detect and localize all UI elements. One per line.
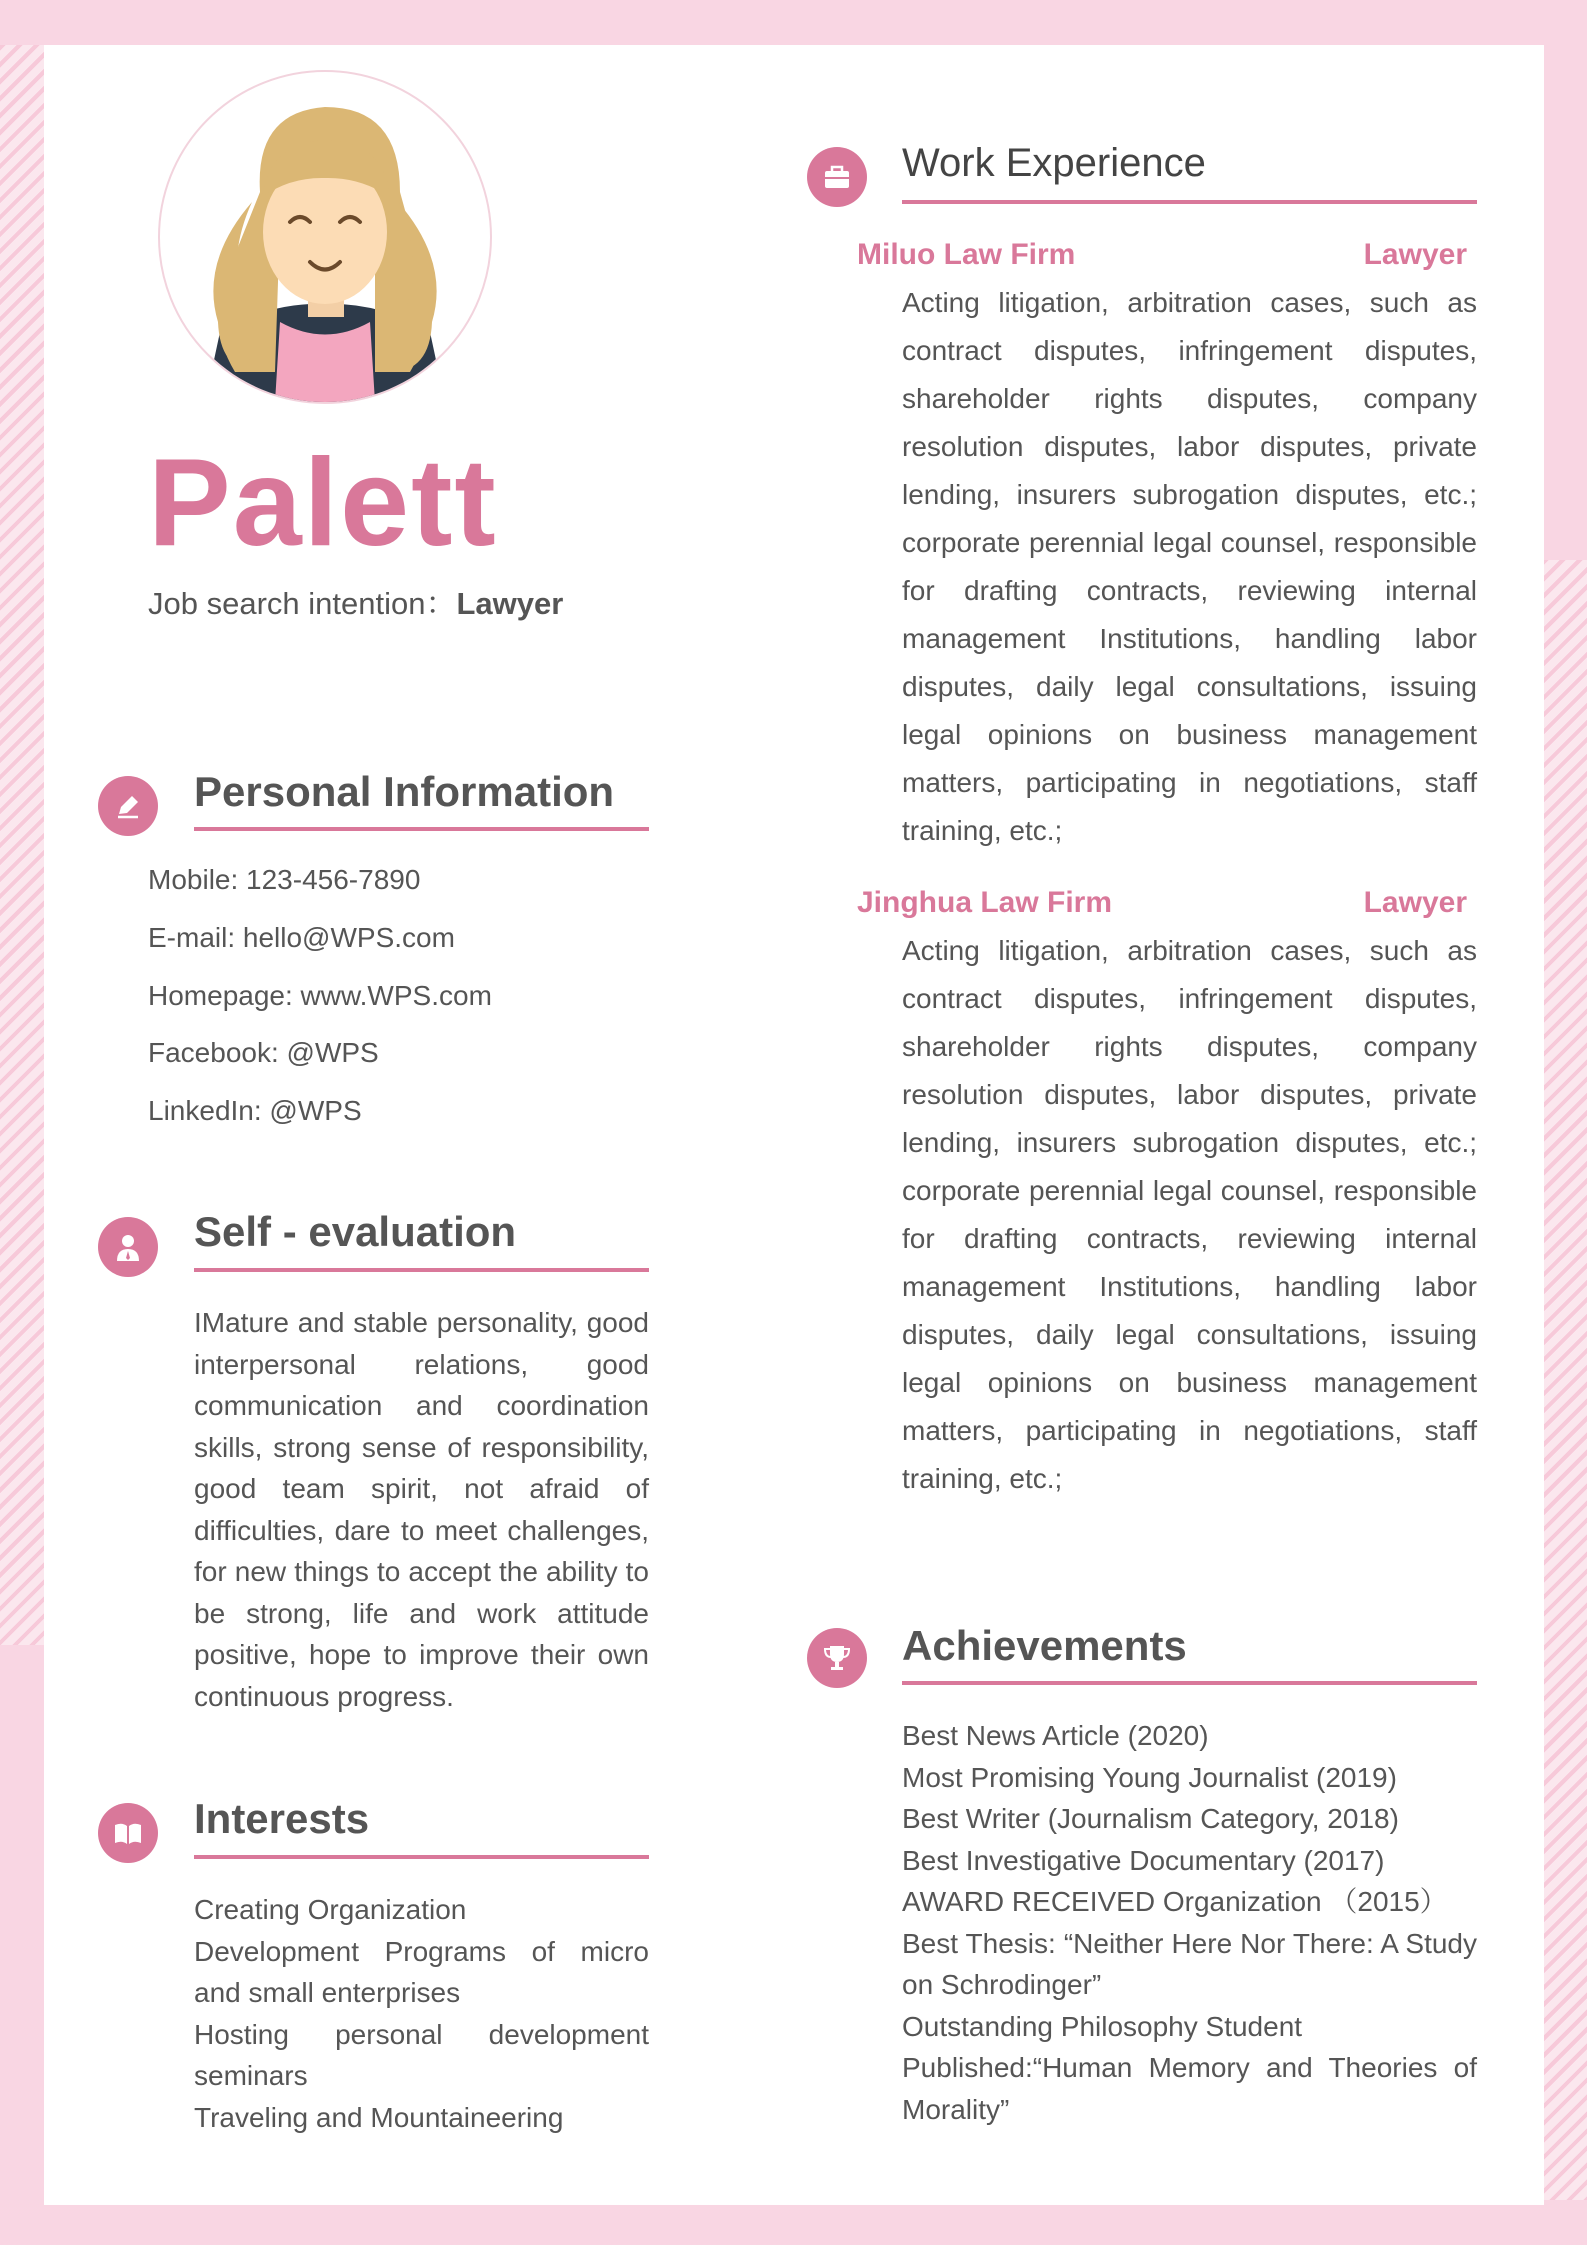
- facebook: Facebook: @WPS: [148, 1037, 379, 1068]
- job-role: Lawyer: [1363, 238, 1467, 271]
- list-item: AWARD RECEIVED Organization （2015）: [902, 1886, 1448, 1917]
- personal-info-rule: [194, 827, 649, 831]
- list-item: Outstanding Philosophy Student: [902, 2010, 1303, 2042]
- job-description: Acting litigation, arbitration cases, such as contract disputes, infringement disputes, shareholder rights disputes, company resolution disputes, labor disputes, private lending, insurers subrogation disputes, etc.; corporate perennial legal counsel, responsible for drafting contracts, reviewing internal management Institutions, handling labor disputes, daily legal consultations, issuing legal opinions on business management matters, participating in negotiations, staff training, etc.;: [902, 287, 1477, 846]
- job-description: Acting litigation, arbitration cases, such as contract disputes, infringement disputes, shareholder rights disputes, company resolution disputes, labor disputes, private lending, insurers subrogation disputes, etc.; corporate perennial legal counsel, responsible for drafting contracts, reviewing internal management Institutions, handling labor disputes, daily legal consultations, issuing legal opinions on business management matters, participating in negotiations, staff training, etc.;: [902, 935, 1477, 1494]
- list-item: Most Promising Young Journalist (2019): [902, 1761, 1397, 1793]
- list-item: Creating Organization: [194, 1894, 467, 1925]
- job-intention-label: Job search intention：: [148, 586, 457, 621]
- achievements-list: [902, 1715, 1477, 2130]
- right-stripe-border: [1543, 560, 1587, 2200]
- job-role: Lawyer: [1363, 886, 1467, 919]
- homepage: Homepage: www.WPS.com: [148, 980, 492, 1011]
- interests-title: Interests: [194, 1795, 370, 1842]
- self-eval-text: IMature and stable personality, good interpersonal relations, good communication and coordination skills, strong sense of responsibility, good team spirit, not afraid of difficulties, dare to meet challenges, for new things to accept the ability to be strong, life and work attitude positive, hope to improve their own continuous progress.: [194, 1307, 649, 1712]
- job-intention: [148, 578, 563, 623]
- self-eval-rule: [194, 1268, 649, 1272]
- person-icon: [98, 1217, 158, 1277]
- list-item: Best News Article (2020): [902, 1720, 1209, 1751]
- avatar: [158, 70, 492, 404]
- firm-name: Miluo Law Firm: [857, 238, 1076, 271]
- mobile: Mobile: 123-456-7890: [148, 864, 421, 895]
- trophy-icon: [807, 1628, 867, 1688]
- achievements-rule: [902, 1681, 1477, 1685]
- linkedin: LinkedIn: @WPS: [148, 1095, 362, 1126]
- job-intention-value: Lawyer: [456, 586, 564, 621]
- briefcase-icon: [807, 147, 867, 207]
- list-item: Published:“Human Memory and Theories of Morality”: [902, 2052, 1477, 2125]
- avatar-illustration: [160, 72, 490, 402]
- personal-info-title: Personal Information: [194, 768, 615, 815]
- pencil-icon: [98, 776, 158, 836]
- self-eval-title: Self - evaluation: [194, 1208, 517, 1255]
- firm-name: Jinghua Law Firm: [857, 886, 1113, 919]
- list-item: Development Programs of micro and small enterprises: [194, 1935, 649, 2008]
- interests-list: [194, 1889, 649, 2138]
- list-item: Best Investigative Documentary (2017): [902, 1844, 1385, 1876]
- list-item: Hosting personal development seminars: [194, 2018, 649, 2091]
- candidate-name: Palett: [148, 434, 498, 572]
- list-item: Traveling and Mountaineering: [194, 2101, 564, 2133]
- interests-rule: [194, 1855, 649, 1859]
- achievements-title: Achievements: [902, 1622, 1187, 1669]
- email: E-mail: hello@WPS.com: [148, 922, 455, 953]
- left-stripe-border: [0, 45, 44, 1645]
- work-exp-title: Work Experience: [902, 141, 1206, 185]
- list-item: Best Writer (Journalism Category, 2018): [902, 1803, 1399, 1834]
- list-item: Best Thesis: “Neither Here Nor There: A Study on Schrodinger”: [902, 1927, 1477, 2000]
- work-exp-rule: [902, 200, 1477, 204]
- book-icon: [98, 1803, 158, 1863]
